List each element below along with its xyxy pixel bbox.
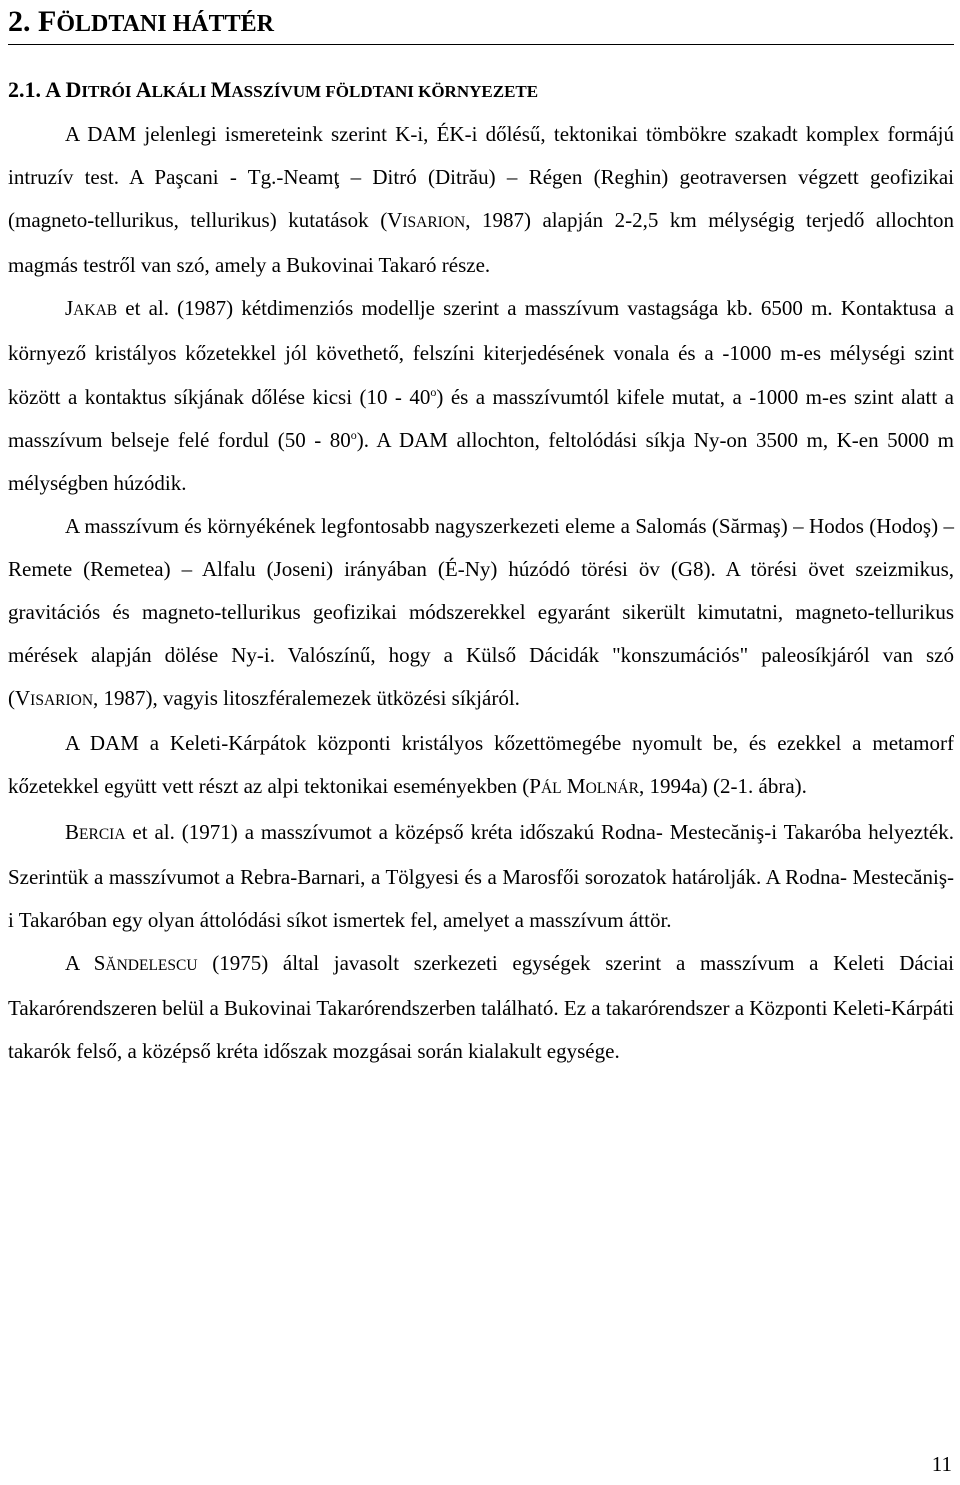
text-run: A masszívum és környékének legfontosabb nagyszerkezeti eleme a Salomás (Sărmaş) – Hodos (Hodoş) –Remete (Remetea) – Alfalu (Joseni) irányában (É-Ny) húzódó törési öv (G8). A törési övet szeizmikus, gravitációs és magneto-tellurikus geofizikai módszerekkel egyaránt sikerült kimutatni, magneto-tellurikus mérések alapján dölése Ny-i. Valószínű, hogy a Külső Dácidák "konszumációs" paleosíkjáról van szó (V	[8, 513, 954, 711]
section-title-part: LKÁLI	[151, 82, 211, 101]
text-run: A DAM a Keleti-Kárpátok központi kristályos kőzettömegébe nyomult be, és ezekkel a metamorf kőzetekkel együtt vett részt az alpi tektonikai eseményekben (P	[8, 731, 954, 799]
author-cap: J	[65, 296, 74, 321]
section-number: 2.1.	[8, 77, 46, 102]
text-run: ). A DAM allochton, feltolódási síkja Ny-on 3500 m, K-en 5000 m mélységben húzódik.	[8, 427, 954, 495]
chapter-heading	[8, 4, 954, 45]
author-cap: M	[561, 774, 586, 799]
author-smallcaps: OLNÁR	[585, 780, 639, 798]
section-title-part: A	[45, 77, 66, 102]
paragraph-5	[8, 811, 954, 942]
text-run: et al. (1987) kétdimenziós modellje szerint a masszívum vastagsága kb. 6500 m. Kontaktusa a környező kristályos kőzetekkel jól követhető, felszíni kiterjedésének vonala és a -1000 m-es mélységi szint között a kontaktus síkjának dőlése kicsi (10 - 40	[8, 296, 954, 409]
paragraph-2	[8, 287, 954, 504]
author-smallcaps: ÁL	[540, 780, 562, 798]
chapter-title-rest: ÖLDTANI HÁTTÉR	[56, 11, 274, 37]
page-number: 11	[931, 1452, 952, 1476]
text-run: ) és a masszívumtól kifele mutat, a -1000 m-es szint alatt a masszívum belseje felé fordul (50 - 80	[8, 384, 954, 452]
paragraph-3	[8, 505, 954, 722]
chapter-title-cap: F	[38, 5, 57, 38]
body-text	[8, 113, 954, 1073]
text-run: , 1987) alapján 2-2,5 km mélységig terjedő allochton magmás testről van szó, amely a Bukovinai Takaró része.	[8, 208, 954, 278]
author-smallcaps: ĂNDELESCU	[105, 956, 198, 974]
degree-sup: o	[350, 427, 357, 442]
author-smallcaps: AKAB	[73, 302, 118, 320]
section-title-part: M	[210, 77, 232, 102]
author-smallcaps: ISARION	[30, 692, 94, 710]
text-run: et al. (1971) a masszívumot a középső kréta időszakú Rodna- Mestecăniş-i Takaróba helyezték. Szerintük a masszívumot a Rebra-Barnari, a Tölgyesi és a Marosfői sorozatok határolják. A Rodna- Mestecăniş-i Takaróban egy olyan áttolódási síkot ismertek fel, amelyet a masszívum áttör.	[8, 819, 954, 932]
author-smallcaps: ISARION	[402, 214, 466, 232]
section-title-part: D	[65, 77, 82, 102]
section-title-part: ASSZÍVUM FÖLDTANI KÖRNYEZETE	[231, 82, 539, 101]
paragraph-1	[8, 113, 954, 287]
author-smallcaps: ERCIA	[79, 825, 126, 843]
text-run: A S	[65, 950, 106, 975]
author-cap: B	[65, 819, 80, 844]
text-run: A DAM jelenlegi ismereteink szerint K-i, ÉK-i dőlésű, tektonikai tömbökre szakadt komplex formájú intruzív test. A Paşcani - Tg.-Neamţ – Ditró (Ditrău) – Régen (Reghin) geotraversen végzett geofizikai (magneto-tellurikus, tellurikus) kutatások (V	[8, 122, 954, 233]
section-heading	[8, 76, 538, 106]
text-run: (1975) által javasolt szerkezeti egységek szerint a masszívum a Keleti Dáciai Takarórendszeren belül a Bukovinai Takarórendszerben található. Ez a takarórendszer a Központi Keleti-Kárpáti takarók felső, a középső kréta időszak mozgásai során kialakult egysége.	[8, 950, 954, 1063]
paragraph-4	[8, 722, 954, 810]
section-title-part: A	[135, 77, 152, 102]
section-title-part: ITRÓI	[81, 82, 136, 101]
degree-sup: o	[430, 384, 437, 399]
paragraph-6	[8, 942, 954, 1073]
text-run: , 1994a) (2-1. ábra).	[638, 774, 807, 799]
chapter-number: 2.	[8, 5, 38, 38]
text-run: , 1987), vagyis litoszféralemezek ütközési síkjáról.	[93, 686, 520, 711]
